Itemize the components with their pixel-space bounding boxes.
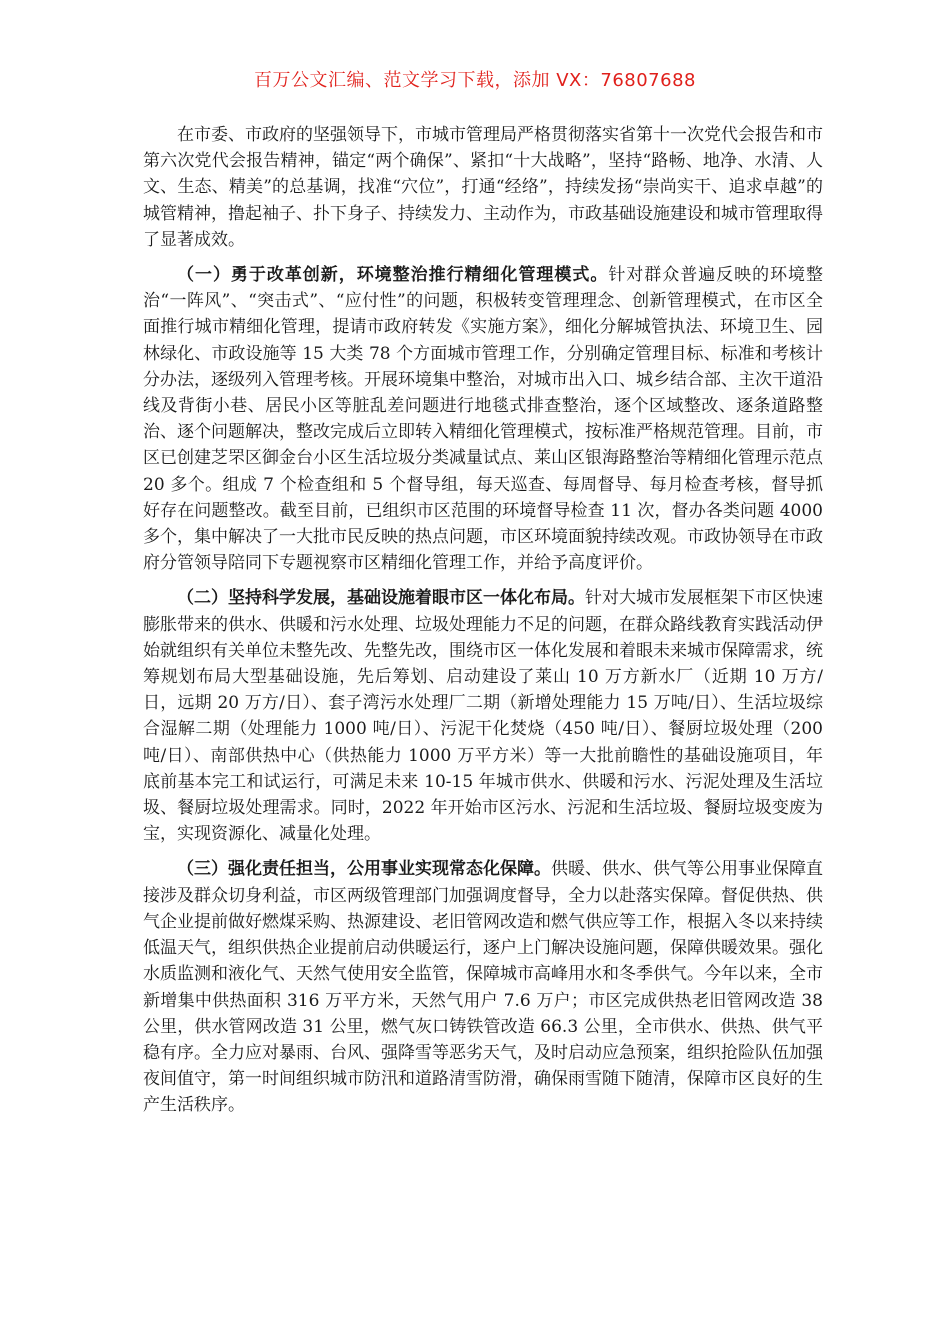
document-body (143, 122, 823, 1128)
section-2-body: 针对大城市发展框架下市区快速膨胀带来的供水、供暖和污水处理、垃圾处理能力不足的问题，在群众路线教育实践活动伊始就组织有关单位未整先改、先整先改，围绕市区一体化发展和着眼未来城市保障需求，统筹规划布局大型基础设施，先后筹划、启动建设了莱山 10 万方新水厂（近期 10 万方/日，远期 20 万方/日）、套子湾污水处理厂二期（新增处理能力 15 万吨/日）、生活垃圾综合湿解二期（处理能力 1000 吨/日）、污泥干化焚烧（450 吨/日）、餐厨垃圾处理（200 吨/日）、南部供热中心（供热能力 1000 万平方米）等一大批前瞻性的基础设施项目，年底前基本完工和试运行，可满足未来 10-15 年城市供水、供暖和污水、污泥处理及生活垃圾、餐厨垃圾处理需求。同时，2022 年开始市区污水、污泥和生活垃圾、餐厨垃圾变废为宝，实现资源化、减量化处理。 (143, 588, 823, 845)
section-2-paragraph (143, 585, 823, 847)
section-3-heading: （三）强化责任担当，公用事业实现常态化保障。 (177, 859, 551, 880)
section-3-body: 供暖、供水、供气等公用事业保障直接涉及群众切身利益，市区两级管理部门加强调度督导，全力以赴落实保障。督促供热、供气企业提前做好燃煤采购、热源建设、老旧管网改造和燃气供应等工作，根据入冬以来持续低温天气，组织供热企业提前启动供暖运行，逐户上门解决设施问题，保障供暖效果。强化水质监测和液化气、天然气使用安全监管，保障城市高峰用水和冬季供气。今年以来，全市新增集中供热面积 316 万平方米，天然气用户 7.6 万户；市区完成供热老旧管网改造 38 公里，供水管网改造 31 公里，燃气灰口铸铁管改造 66.3 公里，全市供水、供热、供气平稳有序。全力应对暴雨、台风、强降雪等恶劣天气，及时启动应急预案，组织抢险队伍加强夜间值守，第一时间组织城市防汛和道路清雪防滑，确保雨雪随下随清，保障市区良好的生产生活秩序。 (143, 859, 823, 1116)
section-1-body: 针对群众普遍反映的环境整治“一阵风”、“突击式”、“应付性”的问题，积极转变管理理念、创新管理模式，在市区全面推行城市精细化管理，提请市政府转发《实施方案》，细化分解城管执法、环境卫生、园林绿化、市政设施等 15 大类 78 个方面城市管理工作，分别确定管理目标、标准和考核计分办法，逐级列入管理考核。开展环境集中整治，对城市出入口、城乡结合部、主次干道沿线及背街小巷、居民小区等脏乱差问题进行地毯式排查整治，逐个区域整改、逐条道路整治、逐个问题解决，整改完成后立即转入精细化管理模式，按标准严格规范管理。目前，市区已创建芝罘区御金台小区生活垃圾分类减量试点、莱山区银海路整治等精细化管理示范点 20 多个。组成 7 个检查组和 5 个督导组，每天巡查、每周督导、每月检查考核，督导抓好存在问题整改。截至目前，已组织市区范围的环境督导检查 11 次，督办各类问题 4000 多个，集中解决了一大批市民反映的热点问题，市区环境面貌持续改观。市政协领导在市政府分管领导陪同下专题视察市区精细化管理工作，并给予高度评价。 (143, 265, 824, 574)
download-banner: 百万公文汇编、范文学习下载，添加 VX：76807688 (254, 70, 696, 91)
section-1-paragraph (143, 262, 823, 576)
section-1-heading: （一）勇于改革创新，环境整治推行精细化管理模式。 (177, 265, 609, 286)
section-3-paragraph (143, 856, 823, 1118)
section-2-heading: （二）坚持科学发展，基础设施着眼市区一体化布局。 (177, 588, 585, 609)
intro-paragraph: 在市委、市政府的坚强领导下，市城市管理局严格贯彻落实省第十一次党代会报告和市第六次党代会报告精神，锚定“两个确保”、紧扣“十大战略”，坚持“路畅、地净、水清、人文、生态、精美”的总基调，找准“穴位”，打通“经络”，持续发扬“崇尚实干、追求卓越”的城管精神，撸起袖子、扑下身子、持续发力、主动作为，市政基础设施建设和城市管理取得了显著成效。 (143, 125, 823, 250)
